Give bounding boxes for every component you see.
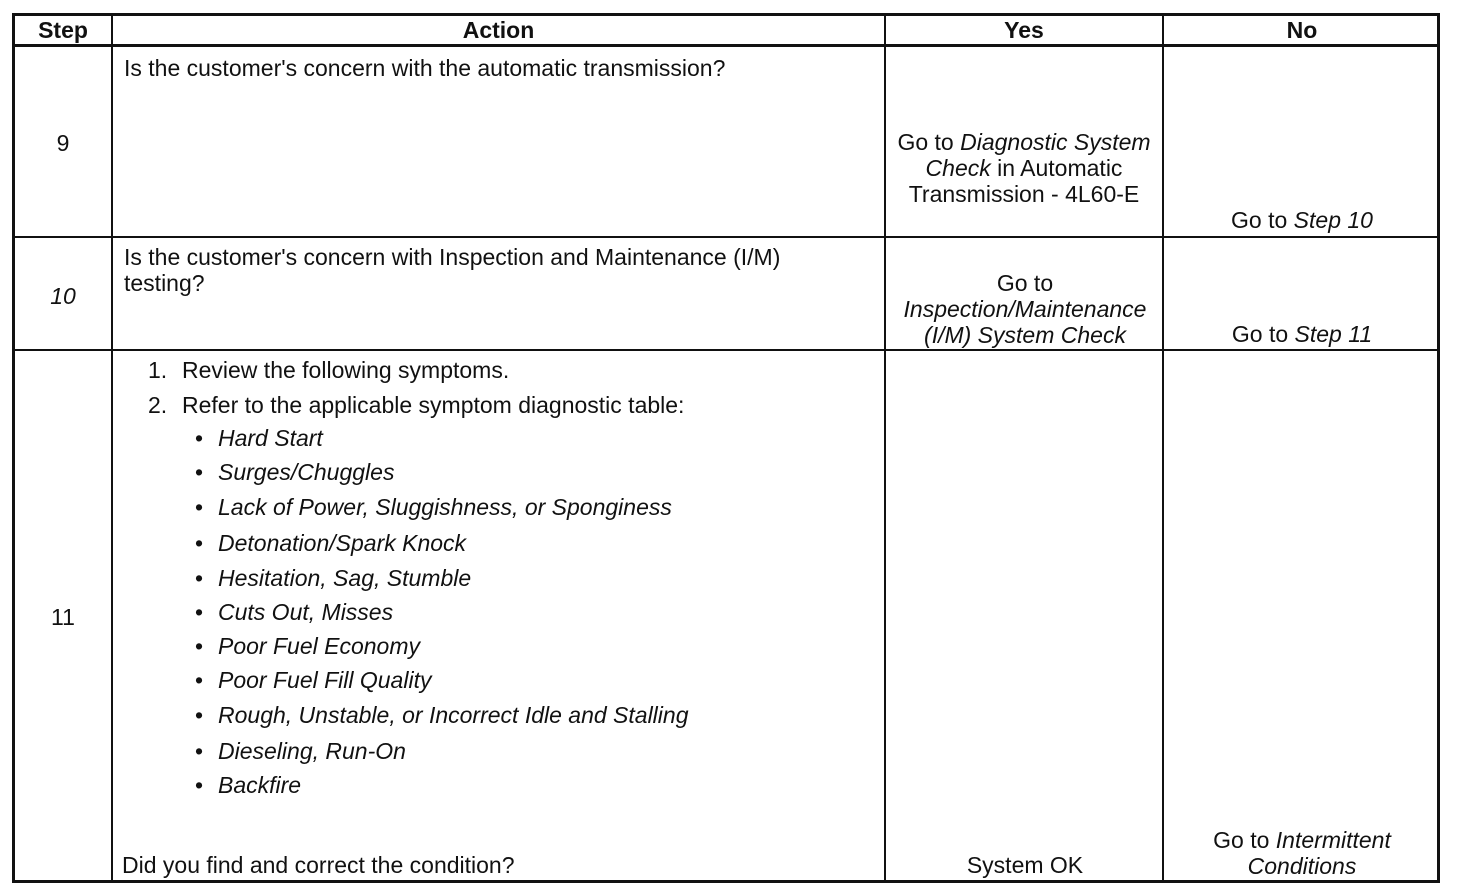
list-item: [218, 772, 301, 798]
symptom-text: Poor Fuel Fill Quality: [218, 667, 432, 693]
bullet-icon: •: [195, 702, 204, 728]
bullet-icon: •: [195, 530, 204, 556]
header-no: No: [1286, 17, 1318, 43]
bullet-icon: •: [195, 459, 204, 485]
no-prefix: Go to: [1231, 207, 1294, 233]
step-number: [15, 283, 111, 309]
symptom-text: Surges/Chuggles: [218, 459, 395, 485]
step-number: 11: [51, 604, 75, 630]
symptom-text: Hesitation, Sag, Stumble: [218, 565, 472, 591]
header-divider: [12, 44, 1440, 47]
numbered-item: 2.: [148, 392, 168, 418]
list-item: [218, 494, 672, 520]
symptom-text: Rough, Unstable, or Incorrect Idle and Stalling: [218, 702, 689, 728]
no-link-line2: Conditions: [1247, 853, 1357, 879]
step-number-text: 10: [50, 283, 76, 309]
bullet-icon: •: [195, 599, 204, 625]
header-action: Action: [462, 17, 535, 43]
symptom-text: Detonation/Spark Knock: [218, 530, 467, 556]
bullet-icon: •: [195, 738, 204, 764]
symptom-text: Lack of Power, Sluggishness, or Sponginess: [218, 494, 672, 520]
bullet-icon: •: [195, 633, 204, 659]
action-question: Did you find and correct the condition?: [122, 852, 515, 878]
row-divider: [12, 349, 1440, 351]
bullet-icon: •: [195, 425, 204, 451]
yes-suffix: in Automatic Transmission - 4L60-E: [908, 155, 1140, 207]
column-divider: [111, 13, 113, 883]
yes-cell: [890, 129, 1158, 207]
yes-link: Diagnostic System Check: [925, 129, 1151, 181]
bullet-icon: •: [195, 565, 204, 591]
symptom-text: Dieseling, Run-On: [218, 738, 406, 764]
bullet-icon: •: [195, 667, 204, 693]
no-link: Step 10: [1293, 207, 1373, 233]
no-cell: [1166, 207, 1438, 233]
bullet-icon: •: [195, 772, 204, 798]
no-link: Step 11: [1294, 321, 1373, 347]
yes-link-line1: Inspection/Maintenance: [903, 296, 1147, 322]
column-divider: [1162, 13, 1164, 883]
header-yes: Yes: [1004, 17, 1044, 43]
list-item: [218, 702, 689, 728]
list-item: [218, 425, 323, 451]
action-text-line2: testing?: [124, 270, 205, 296]
no-cell: [1166, 321, 1438, 347]
action-text: Is the customer's concern with the automatic transmission?: [124, 55, 726, 81]
no-prefix: Go to: [1213, 827, 1276, 853]
list-item: [218, 565, 471, 591]
list-item: [218, 459, 394, 485]
symptom-text: Backfire: [218, 772, 302, 798]
list-item: [218, 599, 393, 625]
symptom-text: Hard Start: [218, 425, 323, 451]
action-text-line1: Is the customer's concern with Inspection and Maintenance (I/M): [124, 244, 781, 270]
list-item: [218, 530, 466, 556]
step-number: 9: [56, 130, 70, 156]
yes-prefix: Go to: [996, 270, 1054, 296]
no-prefix: Go to: [1231, 321, 1295, 347]
list-item: [218, 667, 431, 693]
numbered-item-text: Refer to the applicable symptom diagnostic table:: [182, 392, 685, 418]
no-link-line1: Intermittent: [1275, 827, 1391, 853]
header-step: Step: [38, 17, 88, 43]
column-divider: [884, 13, 886, 883]
numbered-item-text: Review the following symptoms.: [182, 357, 510, 383]
no-cell: [1166, 827, 1438, 879]
list-item: [218, 633, 420, 659]
numbered-item: 1.: [148, 357, 168, 383]
symptom-text: Poor Fuel Economy: [218, 633, 420, 659]
yes-link-line2: (I/M) System Check: [924, 322, 1126, 348]
yes-cell: System OK: [966, 852, 1084, 878]
yes-prefix: Go to: [897, 129, 961, 155]
bullet-icon: •: [195, 494, 204, 520]
symptom-text: Cuts Out, Misses: [218, 599, 394, 625]
list-item: [218, 738, 406, 764]
row-divider: [12, 236, 1440, 238]
yes-cell: [888, 270, 1162, 348]
